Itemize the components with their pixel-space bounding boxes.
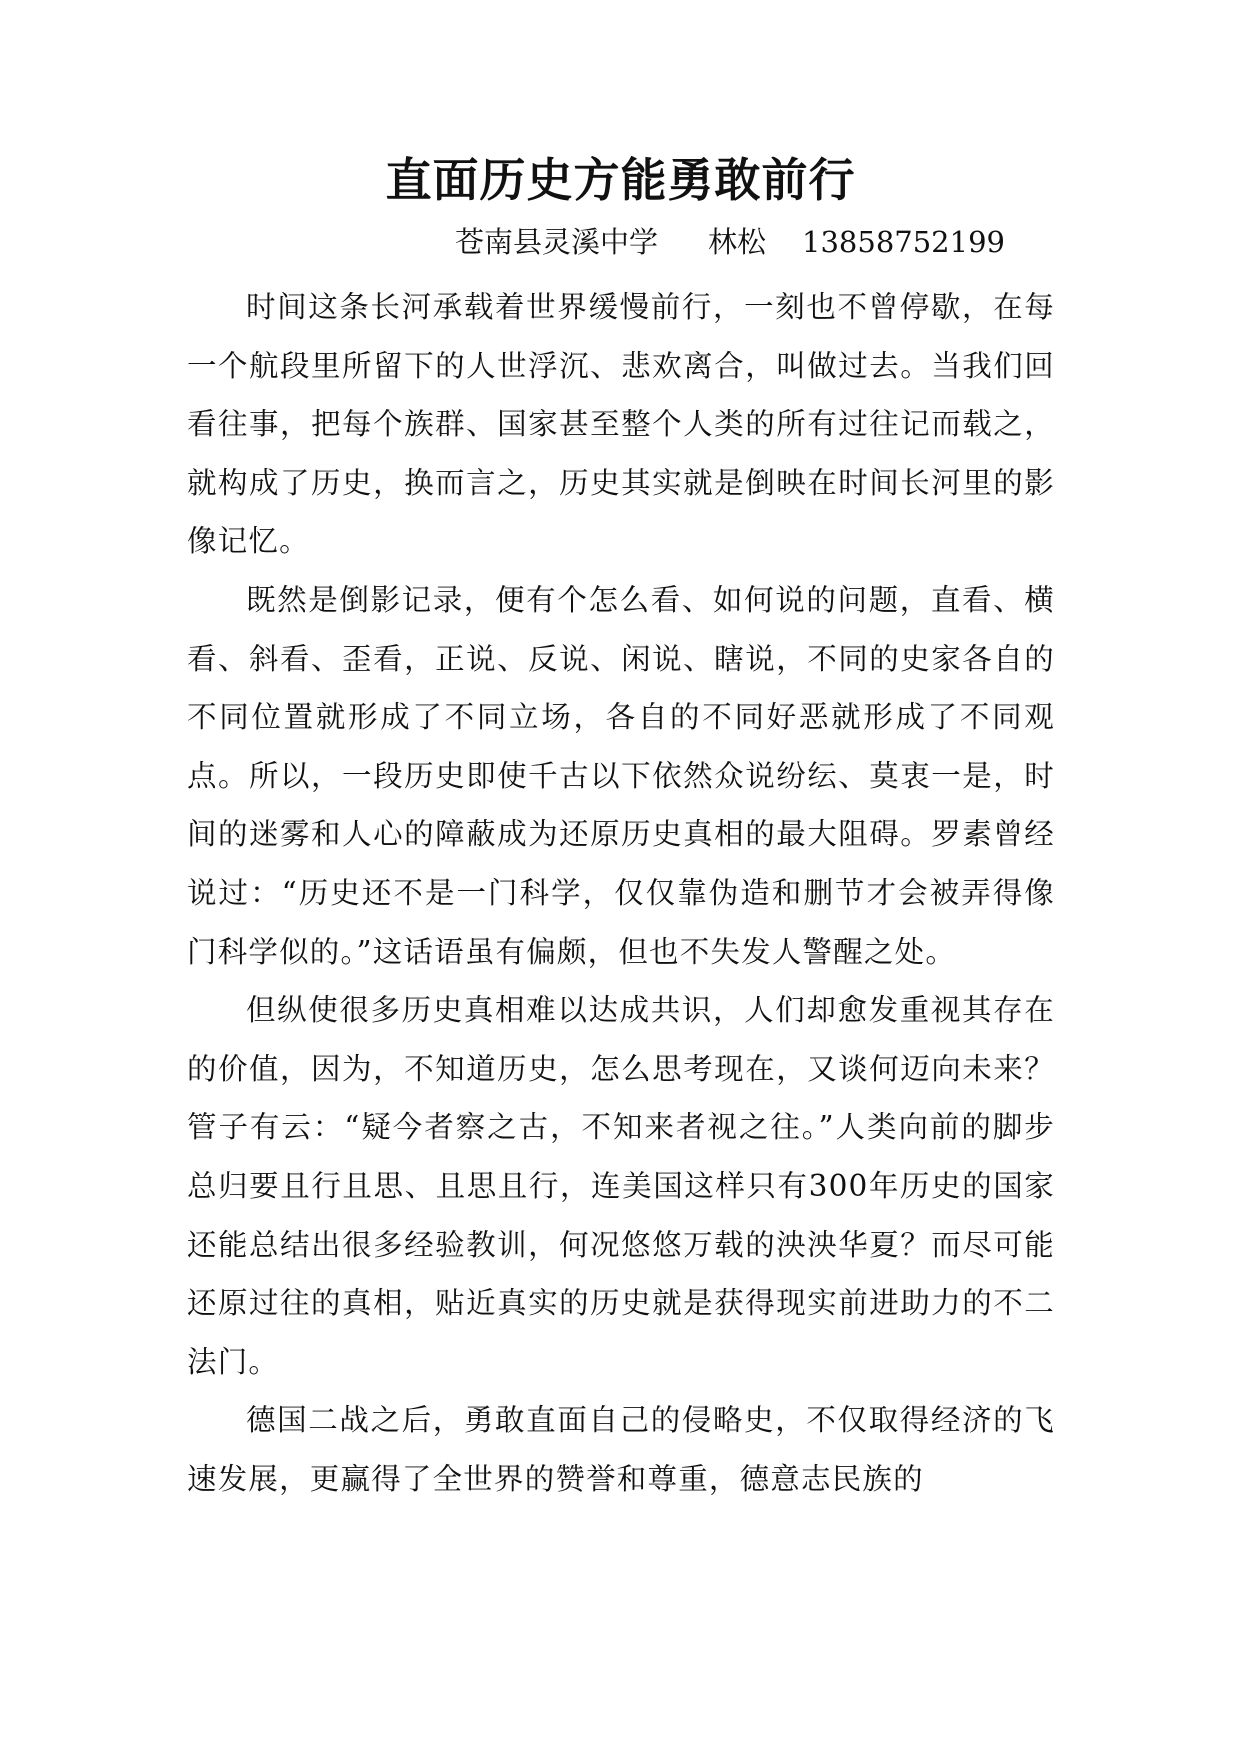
paragraph: 既然是倒影记录，便有个怎么看、如何说的问题，直看、横看、斜看、歪看，正说、反说、闲说、瞎说，不同的史家各自的不同位置就形成了不同立场，各自的不同好恶就形成了不同观点。所以，一段历史即使千古以下依然众说纷纭、莫衷一是，时间的迷雾和人心的障蔽成为还原历史真相的最大阻碍。罗素曾经说过：“历史还不是一门科学，仅仅靠伪造和删节才会被弄得像门科学似的。”这话语虽有偏颇，但也不失发人警醒之处。 — [187, 582, 1055, 969]
byline-author: 林松 — [708, 225, 767, 259]
byline-school: 苍南县灵溪中学 — [455, 225, 659, 259]
article-body — [187, 278, 1055, 1508]
paragraph: 德国二战之后，勇敢直面自己的侵略史，不仅取得经济的飞速发展，更赢得了全世界的赞誉和尊重，德意志民族的 — [187, 1403, 1055, 1496]
document-title: 直面历史方能勇敢前行 — [385, 153, 856, 207]
paragraph: 但纵使很多历史真相难以达成共识，人们却愈发重视其存在的价值，因为，不知道历史，怎么思考现在，又谈何迈向未来？管子有云：“疑今者察之古，不知来者视之往。”人类向前的脚步总归要且行且思、且思且行，连美国这样只有300年历史的国家还能总结出很多经验教训，何况悠悠万载的泱泱华夏？而尽可能还原过往的真相，贴近真实的历史就是获得现实前进助力的不二法门。 — [187, 993, 1055, 1379]
byline — [455, 222, 1005, 262]
paragraph: 时间这条长河承载着世界缓慢前行，一刻也不曾停歇，在每一个航段里所留下的人世浮沉、悲欢离合，叫做过去。当我们回看往事，把每个族群、国家甚至整个人类的所有过往记而载之，就构成了历史，换而言之，历史其实就是倒映在时间长河里的影像记忆。 — [187, 290, 1055, 559]
byline-phone: 13858752199 — [802, 225, 1005, 259]
